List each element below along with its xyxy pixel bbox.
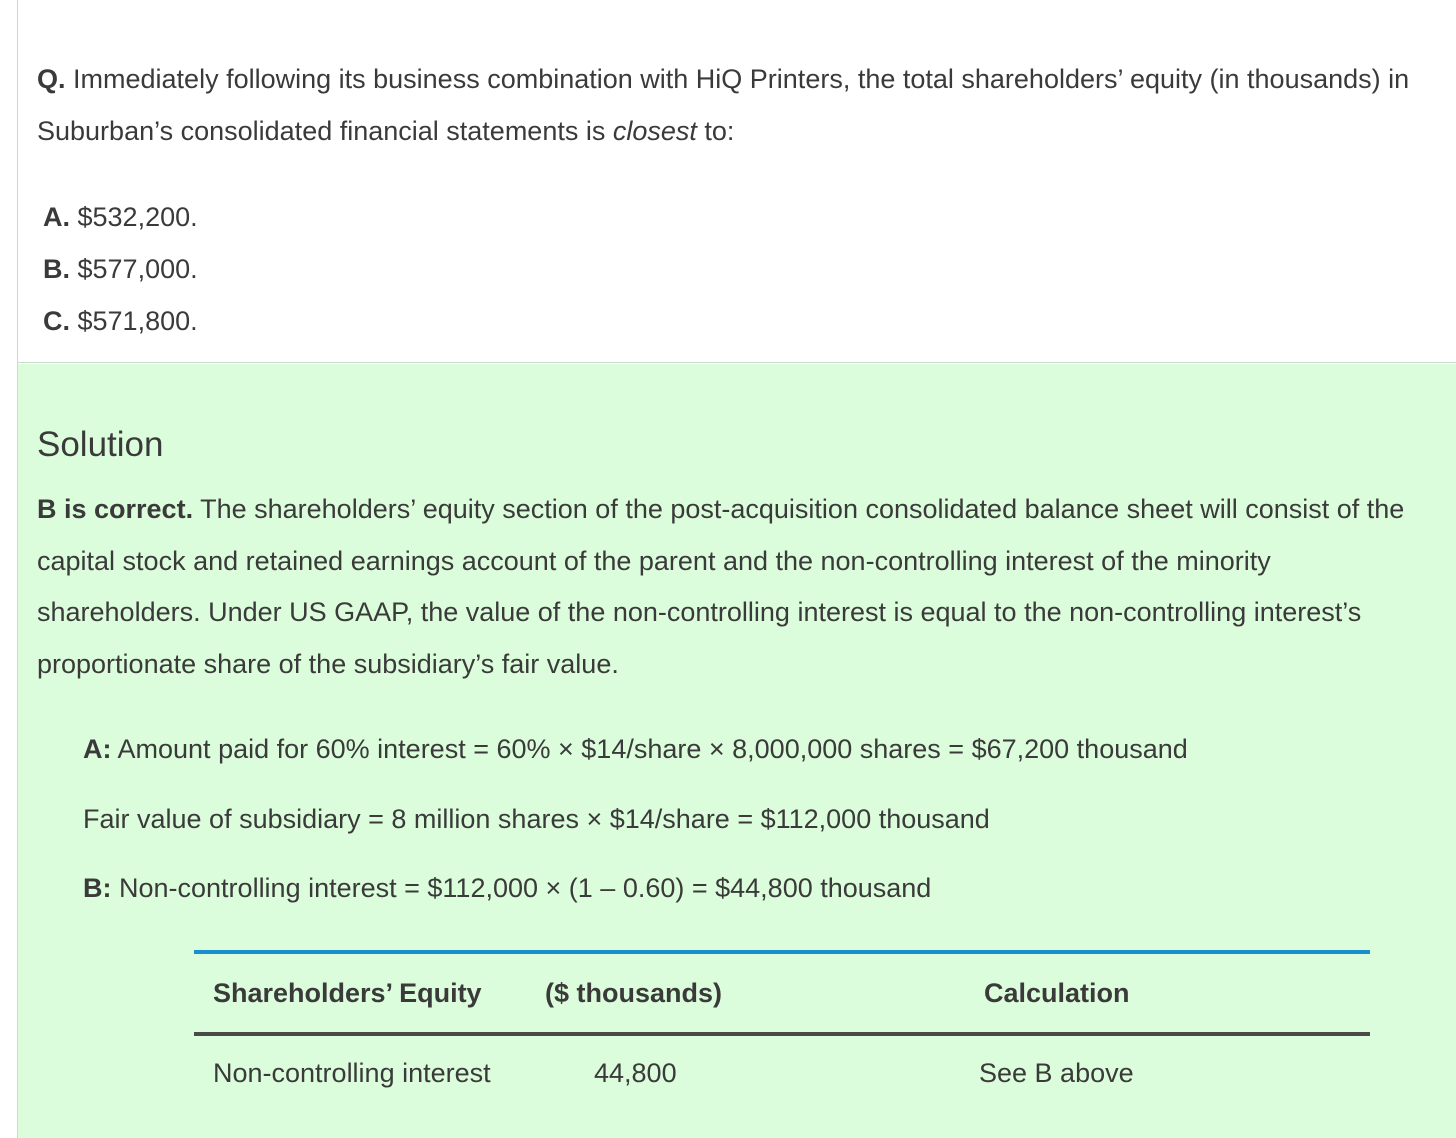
option-c-letter: C.: [43, 306, 70, 336]
row-amount: 44,800: [594, 1058, 677, 1088]
header-thousands: ($ thousands): [545, 978, 723, 1008]
row-label: Non-controlling interest: [213, 1058, 491, 1088]
table-row: [194, 1036, 1370, 1114]
question-line-2-before: Suburban’s consolidated financial statements is: [37, 116, 613, 146]
header-calculation: Calculation: [984, 978, 1130, 1008]
explanation-line-1-text: The shareholders’ equity section of the post-acquisition consolidated balance sheet will consist of the: [193, 494, 1405, 524]
option-b-text: $577,000.: [70, 254, 198, 284]
solution-title: Solution: [37, 425, 164, 464]
calc-b-label: B:: [83, 873, 112, 903]
question-panel: [18, 0, 1456, 363]
header-shareholders-equity: Shareholders’ Equity: [213, 978, 482, 1008]
calc-a: [83, 732, 1188, 766]
calc-a-text: Amount paid for 60% interest = 60% × $14/share × 8,000,000 shares = $67,200 thousand: [111, 734, 1188, 764]
explanation-line-1: [37, 484, 1456, 536]
option-c[interactable]: [43, 295, 198, 347]
option-a-text: $532,200.: [70, 202, 198, 232]
option-b-letter: B.: [43, 254, 70, 284]
calc-b: [83, 871, 931, 905]
question-line-1: [37, 53, 1456, 105]
question-line-1-text: Immediately following its business combination with HiQ Printers, the total shareholders’ equity (in thousands) in: [65, 64, 1410, 94]
option-c-text: $571,800.: [70, 306, 198, 336]
solution-panel: [18, 364, 1456, 1138]
option-a[interactable]: [43, 191, 198, 243]
explanation-line-3: shareholders. Under US GAAP, the value of the non-controlling interest is equal to the non-controlling interest’s: [37, 597, 1362, 627]
option-b[interactable]: [43, 243, 198, 295]
question-line-2-after: to:: [696, 116, 735, 146]
question-line-2: [37, 105, 1456, 157]
question-text: [37, 53, 1456, 157]
explanation-line-2: capital stock and retained earnings account of the parent and the non-controlling interest of the minority: [37, 545, 1271, 576]
solution-verdict: B is correct.: [37, 494, 194, 524]
equity-table: [194, 950, 1370, 1114]
calc-fair-value: Fair value of subsidiary = 8 million shares × $14/share = $112,000 thousand: [83, 804, 990, 834]
row-calculation: See B above: [979, 1058, 1134, 1088]
option-a-letter: A.: [43, 202, 70, 232]
question-emphasis: closest: [612, 116, 697, 146]
table-header-row: [194, 954, 1370, 1036]
answer-options: [43, 191, 198, 347]
explanation-line-4: proportionate share of the subsidiary’s fair value.: [37, 648, 619, 679]
calc-b-text: Non-controlling interest = $112,000 × (1 – 0.60) = $44,800 thousand: [111, 873, 932, 903]
question-prefix: Q.: [37, 64, 66, 94]
solution-explanation: [37, 484, 1456, 690]
calc-a-label: A:: [83, 734, 112, 764]
